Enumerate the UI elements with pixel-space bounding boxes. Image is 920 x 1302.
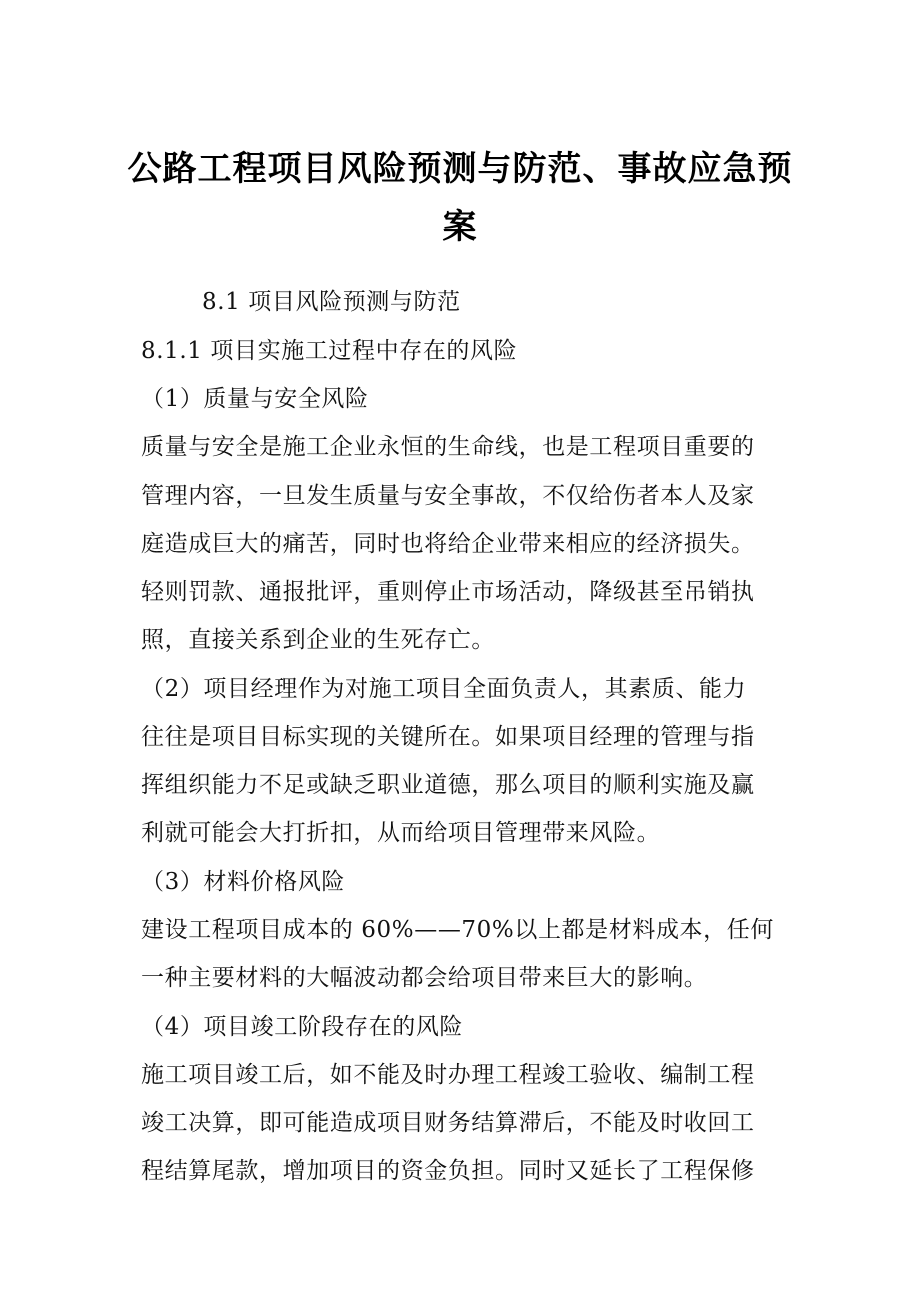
- paragraph-line: 轻则罚款、通报批评，重则停止市场活动，降级甚至吊销执: [141, 579, 755, 605]
- paragraph-line: 一种主要材料的大幅波动都会给项目带来巨大的影响。: [141, 965, 708, 991]
- paragraph-line: 施工项目竣工后，如不能及时办理工程竣工验收、编制工程: [141, 1062, 755, 1088]
- paragraph-line: 程结算尾款，增加项目的资金负担。同时又延长了工程保修: [141, 1158, 755, 1184]
- paragraph-line: 照，直接关系到企业的生死存亡。: [141, 627, 495, 653]
- item3-heading: （3）材料价格风险: [141, 869, 346, 895]
- subsection-heading: 8.1.1 项目实施工过程中存在的风险: [141, 338, 518, 364]
- paragraph-line: 往往是项目目标实现的关键所在。如果项目经理的管理与指: [141, 724, 755, 750]
- title-line-2: 案: [442, 207, 478, 247]
- item4-heading: （4）项目竣工阶段存在的风险: [141, 1014, 464, 1040]
- document-title: [120, 140, 800, 256]
- paragraph-line: 建设工程项目成本的 60%——70%以上都是材料成本，任何: [141, 917, 774, 943]
- section-heading: 8.1 项目风险预测与防范: [202, 289, 461, 315]
- item1-heading: （1）质量与安全风险: [141, 386, 369, 412]
- title-line-1: 公路工程项目风险预测与防范、事故应急预: [127, 149, 793, 189]
- paragraph-line: 庭造成巨大的痛苦，同时也将给企业带来相应的经济损失。: [141, 531, 755, 557]
- item2-line: （2）项目经理作为对施工项目全面负责人，其素质、能力: [141, 676, 747, 702]
- paragraph-line: 竣工决算，即可能造成项目财务结算滞后，不能及时收回工: [141, 1110, 755, 1136]
- paragraph-line: 管理内容，一旦发生质量与安全事故，不仅给伤者本人及家: [141, 483, 755, 509]
- paragraph-line: 利就可能会大打折扣，从而给项目管理带来风险。: [141, 820, 661, 846]
- paragraph-line: 挥组织能力不足或缺乏职业道德，那么项目的顺利实施及赢: [141, 772, 755, 798]
- paragraph-line: 质量与安全是施工企业永恒的生命线，也是工程项目重要的: [141, 434, 755, 460]
